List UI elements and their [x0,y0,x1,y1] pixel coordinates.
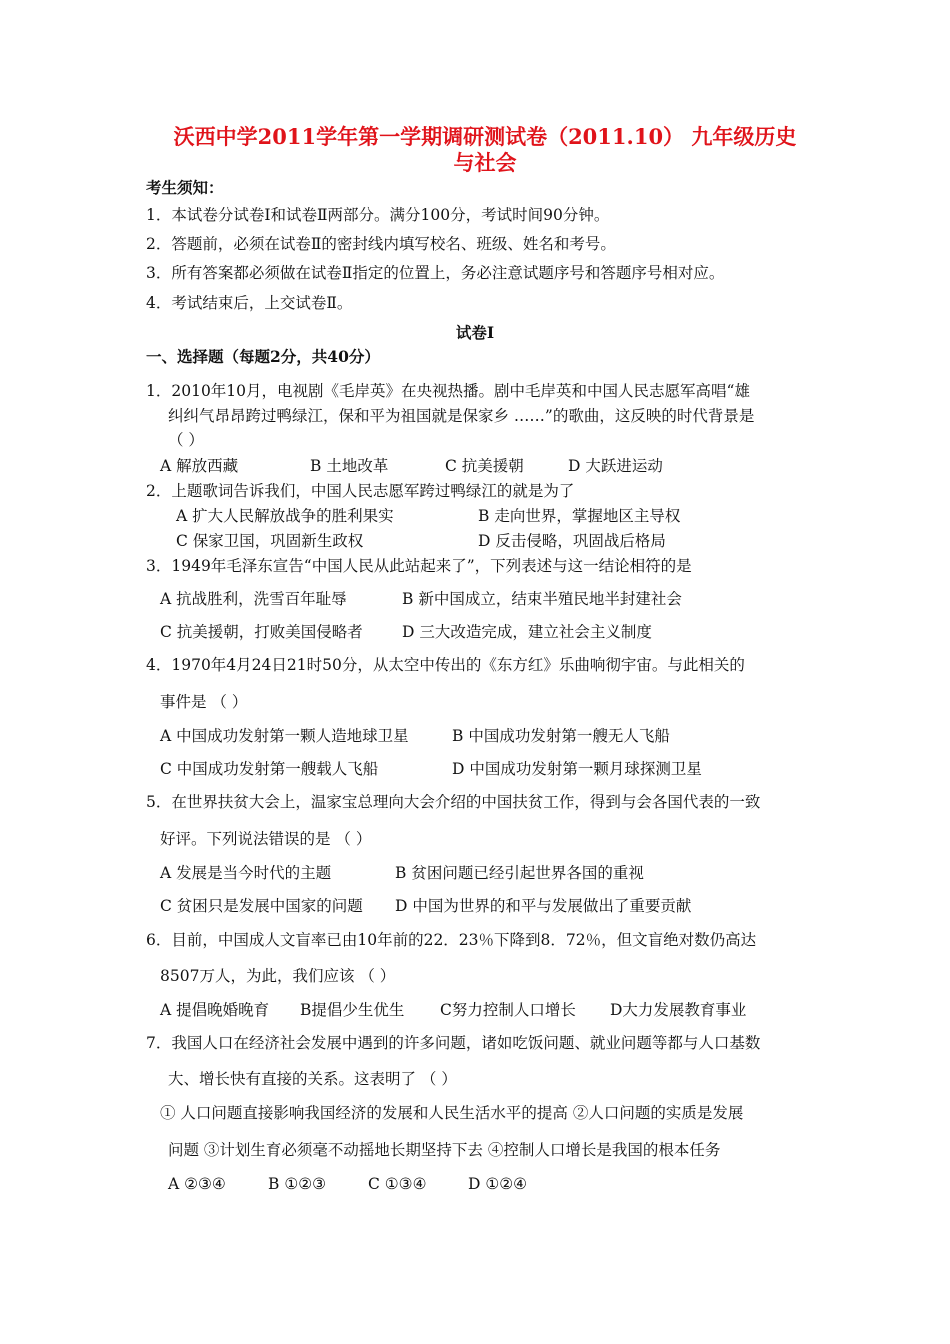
question-4-option-a: A 中国成功发射第一颗人造地球卫星 [160,727,409,745]
question-7-line-2: 大、增长快有直接的关系。这表明了 （ ） [168,1070,457,1088]
question-7-option-c: C ①③④ [368,1175,427,1193]
question-5-option-c: C 贫困只是发展中国家的问题 [160,897,363,915]
question-5-option-a: A 发展是当今时代的主题 [160,864,332,882]
exam-title-line-1: 沃西中学2011学年第一学期调研测试卷（2011.10） 九年级历史 [173,124,797,149]
question-2-option-b: B 走向世界，掌握地区主导权 [478,507,681,525]
question-6-line-2: 8507万人，为此，我们应该 （ ） [160,967,396,985]
section-title: 一、选择题（每题2分，共40分） [146,347,380,366]
notice-item: 2．答题前，必须在试卷Ⅱ的密封线内填写校名、班级、姓名和考号。 [146,235,616,253]
question-4-line-1: 4．1970年4月24日21时50分，从太空中传出的《东方红》乐曲响彻宇宙。与此相关的 [146,656,745,674]
question-1-option-c: C 抗美援朝 [445,457,524,475]
question-7-line-3: ① 人口问题直接影响我国经济的发展和人民生活水平的提高 ②人口问题的实质是发展 [160,1104,744,1122]
question-2-option-c: C 保家卫国，巩固新生政权 [176,532,364,550]
question-5-line-2: 好评。下列说法错误的是 （ ） [160,830,372,848]
question-3-line-1: 3．1949年毛泽东宣告“中国人民从此站起来了”，下列表述与这一结论相符的是 [146,557,692,575]
question-6-option-c: C努力控制人口增长 [440,1001,576,1019]
question-3-option-c: C 抗美援朝，打败美国侵略者 [160,623,363,641]
question-1-option-d: D 大跃进运动 [568,457,663,475]
question-1-line-3: （ ） [168,431,204,449]
exam-title-line-2: 与社会 [453,150,517,175]
notice-item: 4．考试结束后，上交试卷Ⅱ。 [146,294,353,312]
question-7-line-4: 问题 ③计划生育必须毫不动摇地长期坚持下去 ④控制人口增长是我国的根本任务 [168,1141,721,1159]
notice-item: 1．本试卷分试卷Ⅰ和试卷Ⅱ两部分。满分100分，考试时间90分钟。 [146,206,610,224]
question-4-line-2: 事件是 （ ） [160,693,248,711]
question-6-option-a: A 提倡晚婚晚育 [160,1001,270,1019]
question-7-option-a: A ②③④ [168,1175,226,1193]
question-4-option-c: C 中国成功发射第一艘载人飞船 [160,760,379,778]
question-1-option-a: A 解放西藏 [160,457,239,475]
question-7-option-d: D ①②④ [468,1175,528,1193]
question-5-option-d: D 中国为世界的和平与发展做出了重要贡献 [395,897,692,915]
question-3-option-d: D 三大改造完成，建立社会主义制度 [402,623,652,641]
question-2-line-1: 2．上题歌词告诉我们，中国人民志愿军跨过鸭绿江的就是为了 [146,482,575,500]
question-2-option-d: D 反击侵略，巩固战后格局 [478,532,666,550]
question-2-option-a: A 扩大人民解放战争的胜利果实 [176,507,394,525]
question-7-option-b: B ①②③ [268,1175,327,1193]
part-title: 试卷Ⅰ [455,323,495,342]
question-5-option-b: B 贫困问题已经引起世界各国的重视 [395,864,644,882]
question-6-option-b: B提倡少生优生 [300,1001,405,1019]
notice-item: 3．所有答案都必须做在试卷Ⅱ指定的位置上，务必注意试题序号和答题序号相对应。 [146,264,725,282]
question-1-line-1: 1．2010年10月，电视剧《毛岸英》在央视热播。剧中毛岸英和中国人民志愿军高唱“雄 [146,382,750,400]
question-1-option-b: B 土地改革 [310,457,389,475]
notice-heading: 考生须知： [146,178,224,197]
question-3-option-a: A 抗战胜利，洗雪百年耻辱 [160,590,347,608]
question-6-option-d: D大力发展教育事业 [610,1001,747,1019]
question-4-option-b: B 中国成功发射第一艘无人飞船 [452,727,670,745]
question-4-option-d: D 中国成功发射第一颗月球探测卫星 [452,760,702,778]
question-6-line-1: 6．目前，中国成人文盲率已由10年前的22．23％下降到8．72％，但文盲绝对数仍高达 [146,931,757,949]
question-5-line-1: 5．在世界扶贫大会上，温家宝总理向大会介绍的中国扶贫工作，得到与会各国代表的一致 [146,793,761,811]
question-3-option-b: B 新中国成立，结束半殖民地半封建社会 [402,590,682,608]
question-7-line-1: 7．我国人口在经济社会发展中遇到的许多问题，诸如吃饭问题、就业问题等都与人口基数 [146,1034,761,1052]
question-1-line-2: 纠纠气昂昂跨过鸭绿江，保和平为祖国就是保家乡 ……”的歌曲，这反映的时代背景是 [168,407,755,425]
